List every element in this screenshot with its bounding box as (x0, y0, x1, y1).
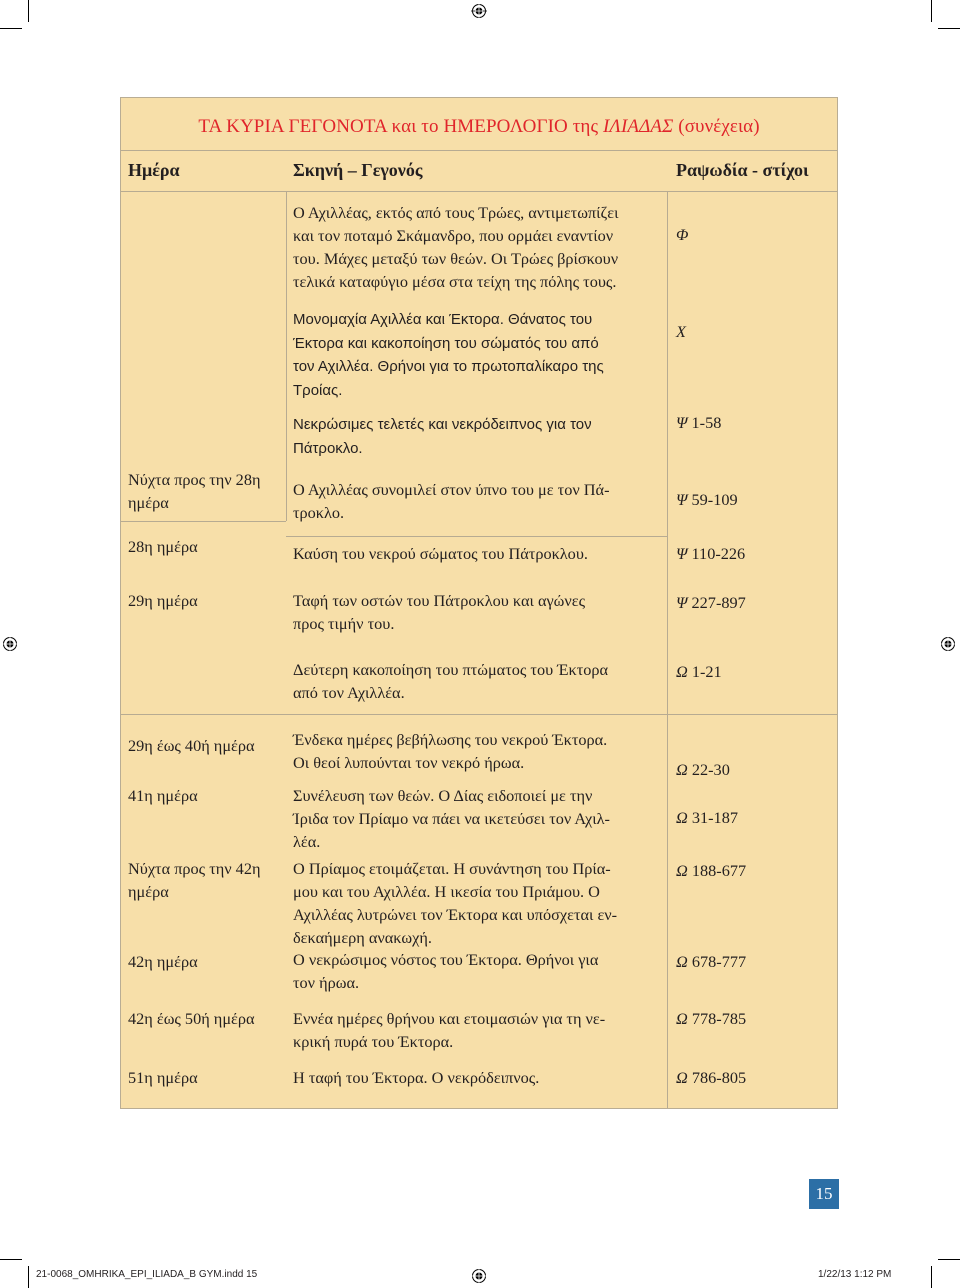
title-part: και το (386, 116, 444, 137)
chronology-table (120, 97, 838, 1109)
crop-mark (931, 1266, 932, 1288)
event-line: τροκλο. (293, 503, 345, 522)
event-line: προς τιμήν του. (293, 614, 395, 633)
footer-date: 1/22/13 1:12 PM (818, 1269, 892, 1280)
book-verses (676, 950, 836, 973)
day-line: ημέρα (128, 882, 169, 901)
registration-mark-icon (940, 636, 956, 652)
registration-mark-icon (471, 1268, 487, 1284)
day-line: 28η ημέρα (128, 537, 198, 556)
event-line: Ένδεκα ημέρες βεβήλωσης του νεκρού Έκτορα. (293, 730, 608, 749)
book-letter: Φ (676, 225, 689, 244)
book-verses (676, 859, 836, 882)
crop-mark (931, 0, 932, 22)
event-line: Ο Πρίαμος ετοιμάζεται. Η συνάντηση του Πρία- (293, 859, 611, 878)
verse-range: 1-58 (687, 413, 722, 432)
event-line: Ο νεκρώσιμος νόστος του Έκτορα. Θρήνοι για (293, 950, 599, 969)
event-line: από τον Αχιλλέα. (293, 683, 405, 702)
event-line: λέα. (293, 832, 321, 851)
event-line: Δεύτερη κακοποίηση του πτώματος του Έκτορα (293, 660, 609, 679)
event-line: δεκαήμερη ανακωχή. (293, 928, 432, 947)
header-book: Ραψωδία - στίχοι (676, 160, 809, 180)
day-label (128, 1007, 286, 1030)
event-description (293, 948, 661, 994)
book-letter: Ω (676, 1009, 688, 1028)
event-line: και τον ποταμό Σκάμανδρο, που ορμάει εναντίον (293, 226, 614, 245)
crop-mark (0, 28, 22, 29)
day-line: 42η ημέρα (128, 952, 198, 971)
verse-range: 22-30 (687, 760, 730, 779)
event-description (293, 413, 661, 460)
verse-range: 227-897 (687, 593, 746, 612)
day-line: 41η ημέρα (128, 786, 198, 805)
event-line: μου και του Αχιλλέα. Η ικεσία του Πριάμου. Ο (293, 882, 600, 901)
event-description (293, 542, 661, 565)
event-description (293, 857, 661, 949)
event-description (293, 1066, 661, 1089)
day-label (128, 784, 286, 807)
event-line: του. Μάχες μεταξύ των θεών. Οι Τρώες βρίσκουν (293, 249, 619, 268)
book-verses (676, 806, 836, 829)
verse-range: 1-21 (687, 662, 722, 681)
title-part: ΙΛΙΑΔΑΣ (602, 116, 674, 137)
title-part: ΗΜΕΡΟΛΟΓΙΟ (443, 116, 568, 137)
footer-file-info: 21-0068_OMHRIKA_EPI_ILIADA_B GYM.indd 15 (36, 1269, 258, 1280)
day-label (128, 1066, 286, 1089)
book-verses (676, 1066, 836, 1089)
book-letter: Ω (676, 861, 688, 880)
row-divider (121, 191, 837, 192)
event-description (293, 1007, 661, 1053)
crop-mark (28, 0, 29, 22)
book-letter: Ψ (676, 413, 688, 432)
book-verses (676, 660, 836, 683)
crop-mark (938, 1259, 960, 1260)
book-letter: Ω (676, 662, 688, 681)
book-verses (676, 1007, 836, 1030)
crop-mark (0, 1259, 22, 1260)
title-part: ΤΑ ΚΥΡΙΑ ΓΕΓΟΝΟΤΑ (198, 116, 387, 137)
event-line: Ταφή των οστών του Πάτροκλου και αγώνες (293, 591, 586, 610)
event-line: Συνέλευση των θεών. Ο Δίας ειδοποιεί με την (293, 786, 593, 805)
book-verses (676, 488, 836, 511)
event-description (293, 478, 661, 524)
day-label (128, 589, 286, 612)
crop-mark (938, 28, 960, 29)
row-divider (286, 536, 667, 537)
column-divider (286, 191, 287, 521)
book-letter: Ω (676, 1068, 688, 1087)
event-line: Ίριδα τον Πρίαμο να πάει να ικετεύσει τον Αχιλ- (293, 809, 610, 828)
book-letter: Ψ (676, 490, 688, 509)
event-line: Καύση του νεκρού σώματος του Πάτροκλου. (293, 544, 588, 563)
row-divider (121, 521, 286, 522)
column-divider (667, 191, 668, 1108)
verse-range: 31-187 (687, 808, 738, 827)
event-description (293, 658, 661, 704)
event-line: Ο Αχιλλέας, εκτός από τους Τρώες, αντιμετωπίζει (293, 203, 619, 222)
verse-range: 786-805 (687, 1068, 747, 1087)
event-line: Ο Αχιλλέας συνομιλεί στον ύπνο του με τον Πά- (293, 480, 610, 499)
book-letter: Ω (676, 952, 688, 971)
day-line: Νύχτα προς την 42η (128, 859, 261, 878)
registration-mark-icon (471, 3, 487, 19)
verse-range: 188-677 (687, 861, 747, 880)
event-line: Έκτορα και κακοποίηση του σώματός του από (293, 334, 599, 352)
event-line: τελικά καταφύγιο μέσα στα τείχη της πόλης τους. (293, 272, 617, 291)
registration-mark-icon (2, 636, 18, 652)
header-day: Ημέρα (128, 160, 180, 180)
day-line: 29η έως 40ή ημέρα (128, 736, 255, 755)
book-letter: Ω (676, 760, 688, 779)
event-line: Αχιλλέας λυτρώνει τον Έκτορα και υπόσχεται εν- (293, 905, 618, 924)
event-description (293, 308, 661, 402)
verse-range: 110-226 (687, 544, 746, 563)
book-verses (676, 411, 836, 434)
day-line: Νύχτα προς την 28η (128, 470, 261, 489)
day-line: 29η ημέρα (128, 591, 198, 610)
book-letter: Ψ (676, 544, 688, 563)
event-line: Πάτροκλο. (293, 439, 363, 457)
event-line: τον ήρωα. (293, 973, 360, 992)
table-title (121, 116, 837, 138)
day-line: ημέρα (128, 493, 169, 512)
event-description (293, 201, 661, 293)
verse-range: 678-777 (687, 952, 747, 971)
event-line: Μονομαχία Αχιλλέα και Έκτορα. Θάνατος του (293, 311, 593, 328)
book-letter: Ω (676, 808, 688, 827)
crop-mark (28, 1266, 29, 1288)
row-divider (121, 714, 837, 715)
row-divider (121, 150, 837, 151)
event-line: κρική πυρά του Έκτορα. (293, 1032, 454, 1051)
book-verses (676, 223, 836, 246)
event-description (293, 784, 661, 853)
event-line: Νεκρώσιμες τελετές και νεκρόδειπνος για τον (293, 416, 592, 433)
page-number: 15 (809, 1179, 839, 1209)
event-description (293, 589, 661, 635)
event-line: τον Αχιλλέα. Θρήνοι για το πρωτοπαλίκαρο της (293, 358, 604, 375)
title-part: της (567, 116, 603, 137)
book-verses (676, 542, 836, 565)
event-line: Οι θεοί λυπούνται τον νεκρό ήρωα. (293, 753, 525, 772)
day-label (128, 950, 286, 973)
day-line: 51η ημέρα (128, 1068, 198, 1087)
title-part: (συνέχεια) (673, 116, 760, 137)
header-scene: Σκηνή – Γεγονός (293, 160, 423, 180)
book-verses (676, 758, 836, 781)
event-line: Εννέα ημέρες θρήνου και ετοιμασιών για τη νε- (293, 1009, 606, 1028)
day-label (128, 734, 286, 757)
book-letter: Χ (676, 322, 686, 341)
event-description (293, 728, 661, 774)
event-line: Τροίας. (293, 381, 343, 399)
verse-range: 778-785 (687, 1009, 747, 1028)
event-line: Η ταφή του Έκτορα. Ο νεκρόδειπνος. (293, 1068, 540, 1087)
day-line: 42η έως 50ή ημέρα (128, 1009, 255, 1028)
book-letter: Ψ (676, 593, 688, 612)
day-label (128, 535, 286, 558)
day-label (128, 857, 286, 903)
verse-range: 59-109 (687, 490, 738, 509)
day-label (128, 468, 286, 514)
book-verses (676, 591, 836, 614)
book-verses (676, 320, 836, 343)
